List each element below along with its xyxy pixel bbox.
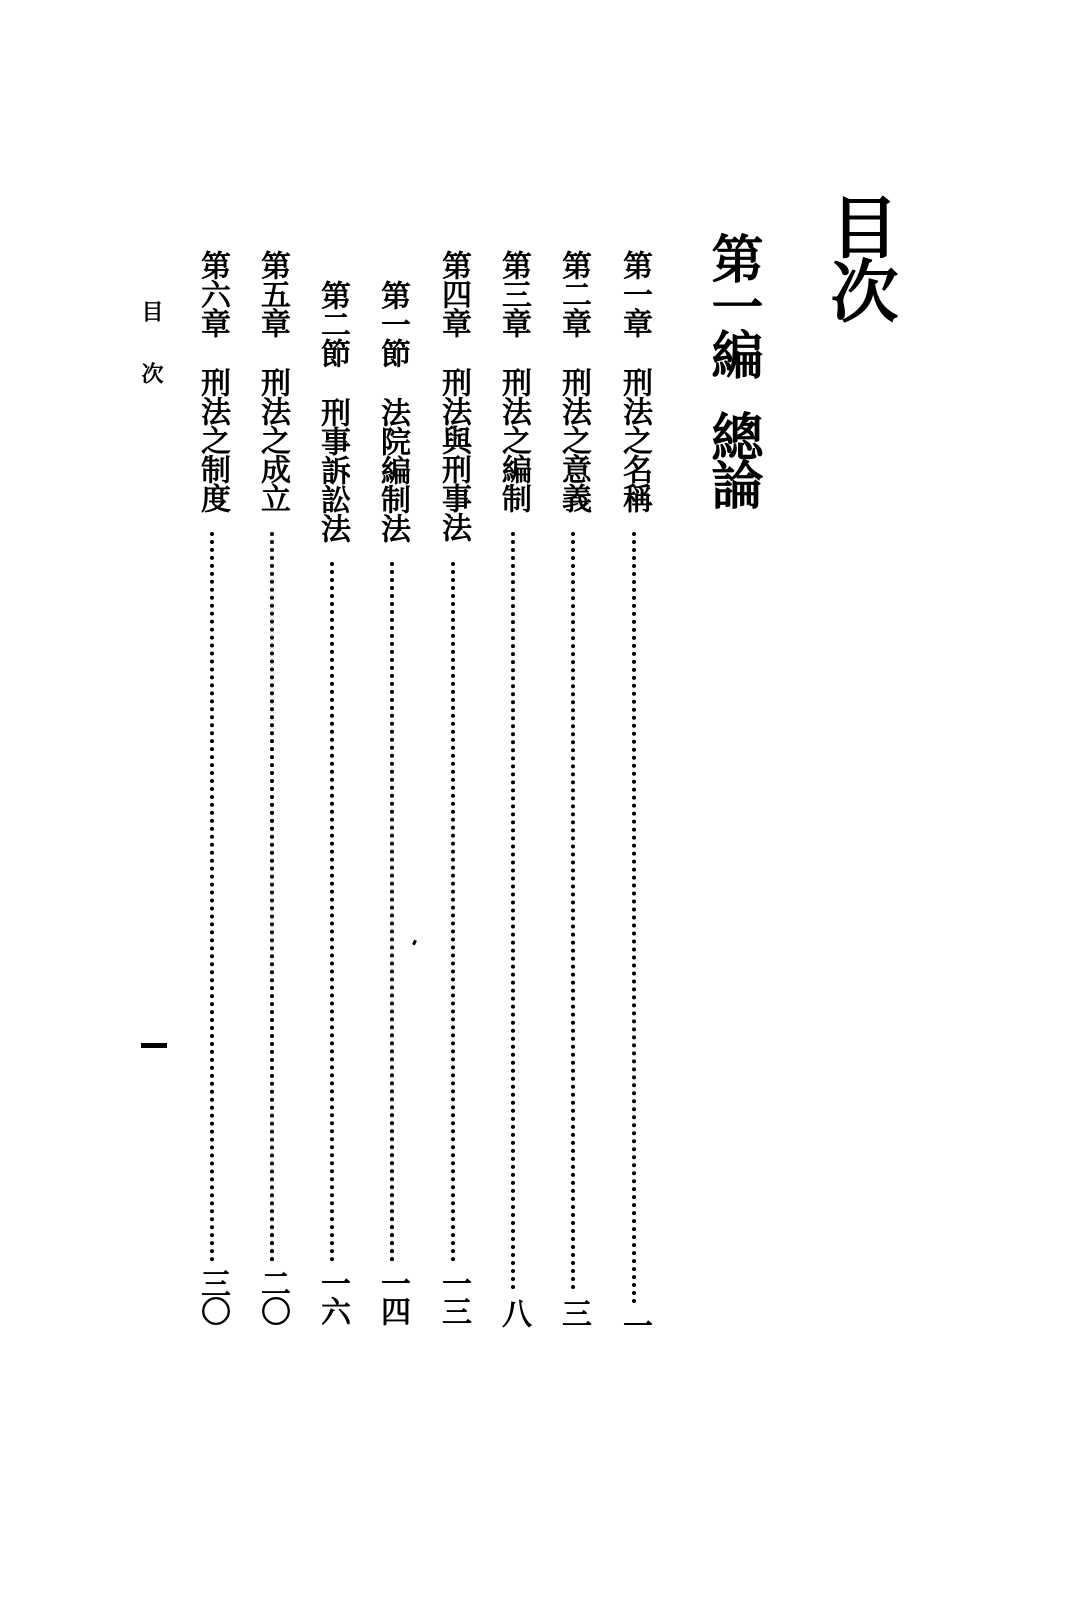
dot-leader (390, 562, 394, 1262)
toc-entry[interactable] (252, 250, 292, 1350)
entry-page-number: 一 (617, 1310, 652, 1338)
dot-leader (632, 532, 636, 1304)
toc-entry[interactable] (312, 280, 352, 1380)
entry-page-number: 一三 (436, 1268, 471, 1324)
running-head: 目次 (138, 300, 164, 424)
entry-title: 刑法與刑事法 (436, 367, 471, 541)
dot-leader (270, 532, 274, 1262)
entry-page-number: 一六 (315, 1268, 350, 1324)
entry-page-number: 一四 (375, 1268, 410, 1324)
dot-leader (451, 562, 455, 1262)
entry-title: 刑法之名稱 (617, 367, 652, 512)
entry-title: 刑法之制度 (195, 367, 230, 512)
toc-entry[interactable] (493, 250, 533, 1350)
toc-entry[interactable] (433, 250, 473, 1350)
part-name: 總論 (702, 410, 763, 506)
entry-number: 第六章 (195, 250, 230, 337)
entry-title: 刑法之成立 (255, 367, 290, 512)
toc-entry[interactable] (553, 250, 593, 1350)
entry-number: 第五章 (255, 250, 290, 337)
page-title: 目次 (819, 192, 899, 320)
entry-number: 第三章 (496, 250, 531, 337)
dot-leader (571, 532, 575, 1290)
entry-number: 第四章 (436, 250, 471, 337)
entry-page-number: 三〇 (195, 1268, 230, 1324)
part-heading (702, 232, 763, 506)
entry-number: 第一章 (617, 250, 652, 337)
entry-page-number: 八 (496, 1298, 531, 1326)
dot-leader (330, 562, 334, 1262)
part-number: 第一編 (702, 232, 763, 376)
entry-title: 刑法之意義 (556, 367, 591, 512)
toc-entry[interactable] (614, 250, 654, 1350)
entry-page-number: 二〇 (255, 1268, 290, 1324)
dot-leader (210, 532, 214, 1262)
entry-number: 第一節 (375, 280, 410, 367)
entry-title: 刑事訴訟法 (315, 397, 350, 542)
page-folio (141, 1043, 167, 1048)
dot-leader (511, 532, 515, 1290)
entry-title: 刑法之編制 (496, 367, 531, 512)
scan-speck (412, 940, 417, 946)
entry-page-number: 三 (556, 1298, 591, 1326)
entry-number: 第二節 (315, 280, 350, 367)
toc-entry[interactable] (372, 280, 412, 1380)
toc-entry[interactable] (192, 250, 232, 1350)
entry-title: 法院編制法 (375, 397, 410, 542)
entry-number: 第二章 (556, 250, 591, 337)
